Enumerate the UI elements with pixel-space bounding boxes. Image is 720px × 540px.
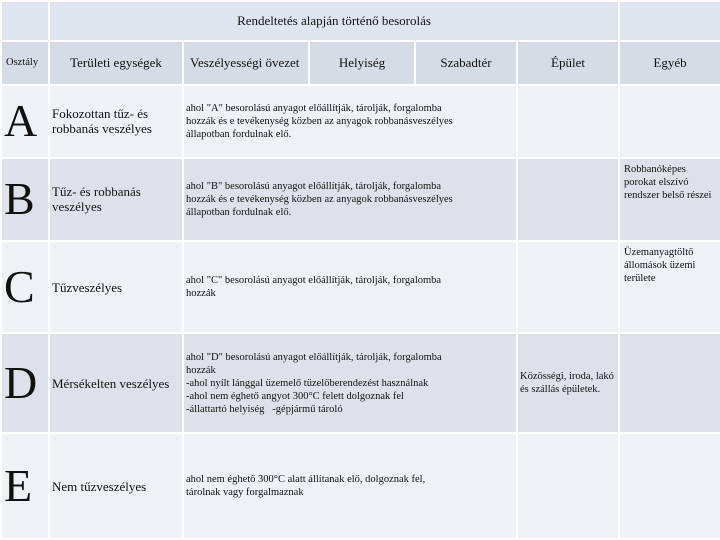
header-other: Egyéb <box>619 41 720 84</box>
description-line: ahol "B" besorolású anyagot előállítják, tárolják, forgalomba <box>186 180 442 192</box>
header-class: Osztály <box>1 41 49 84</box>
other-cell <box>619 433 720 539</box>
description-line: hozzák és e tevékenység közben az anyagok robbanásveszélyes <box>186 115 453 127</box>
table-row <box>1 241 720 334</box>
description-line: hozzák <box>186 364 216 376</box>
description-line: -állattartó helyiség -gépjármű tároló <box>186 403 343 415</box>
header-units: Területi egységek <box>49 41 183 84</box>
title-blank-cell-right <box>619 1 720 41</box>
other-cell: Üzemanyagtöltő állomások üzemi területe <box>619 241 720 334</box>
building-cell <box>517 158 619 241</box>
description-line: ahol "A" besorolású anyagot előállítják, tárolják, forgalomba <box>186 102 442 114</box>
building-cell: Közösségi, iroda, lakó és szállás épületek. <box>517 333 619 433</box>
description-line: -ahol nem éghető angyot 300°C felett dolgoznak fel <box>186 390 404 402</box>
description-line: ahol "C" besorolású anyagot előállítják, tárolják, forgalomba <box>186 275 442 287</box>
header-open: Szabadtér <box>415 41 517 84</box>
description-line: ahol "D" besorolású anyagot előállítják, tárolják, forgalomba <box>186 351 442 363</box>
building-cell <box>517 85 619 159</box>
zone-description <box>183 241 517 334</box>
header-room: Helyiség <box>309 41 415 84</box>
table-title: Rendeltetés alapján történő besorolás <box>49 1 619 41</box>
unit-label: Tűzveszélyes <box>49 241 183 334</box>
building-cell <box>517 241 619 334</box>
zone-description <box>183 333 517 433</box>
table-row <box>1 333 720 433</box>
unit-label: Nem tűzveszélyes <box>49 433 183 539</box>
class-letter: B <box>1 158 49 241</box>
description-line: hozzák <box>186 288 216 300</box>
table-row <box>1 158 720 241</box>
unit-label: Fokozottan tűz- és robbanás veszélyes <box>49 85 183 159</box>
description-line: tárolnak vagy forgalmaznak <box>186 487 304 499</box>
building-cell <box>517 433 619 539</box>
other-cell <box>619 333 720 433</box>
header-building: Épület <box>517 41 619 84</box>
description-line: ahol nem éghető 300°C alatt állítanak elő, dolgoznak fel, <box>186 474 426 486</box>
unit-label: Tűz- és robbanás veszélyes <box>49 158 183 241</box>
zone-description <box>183 85 517 159</box>
zone-description <box>183 158 517 241</box>
class-letter: E <box>1 433 49 539</box>
description-line: hozzák és e tevékenység közben az anyagok robbanásveszélyes <box>186 193 453 205</box>
description-line: -ahol nyílt lánggal üzemelő tüzelőberendezést használnak <box>186 377 429 389</box>
table-row <box>1 433 720 539</box>
title-blank-cell <box>1 1 49 41</box>
zone-description <box>183 433 517 539</box>
unit-label: Mérsékelten veszélyes <box>49 333 183 433</box>
description-line: állapotban fordulnak elő. <box>186 206 292 218</box>
other-cell: Robbanóképes porokat elszívó rendszer belső részei <box>619 158 720 241</box>
description-line: állapotban fordulnak elő. <box>186 128 292 140</box>
header-zone: Veszélyességi övezet <box>183 41 309 84</box>
class-letter: D <box>1 333 49 433</box>
class-letter: C <box>1 241 49 334</box>
class-letter: A <box>1 85 49 159</box>
table-row <box>1 85 720 159</box>
other-cell <box>619 85 720 159</box>
